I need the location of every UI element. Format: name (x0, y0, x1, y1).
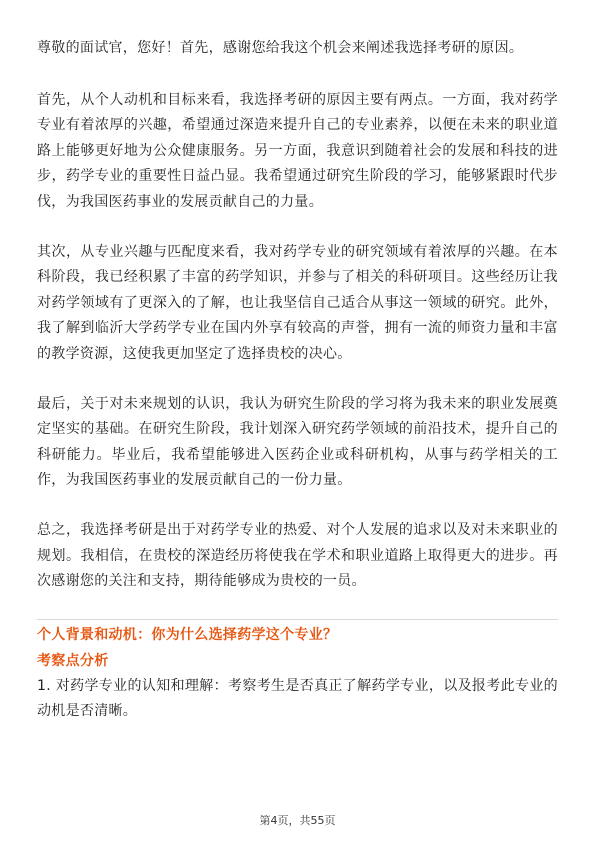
document-body (37, 36, 558, 725)
analysis-point: 1. 对药学专业的认知和理解：考察考生是否真正了解药学专业，以及报考此专业的动机是否清晰。 (37, 677, 558, 720)
section-divider (37, 619, 558, 620)
conclusion-paragraph: 总之，我选择考研是出于对药学专业的热爱、对个人发展的追求以及对未来职业的规划。我相信，在贵校的深造经历将使我在学术和职业道路上取得更大的进步。再次感谢您的关注和支持，期待能够成为贵校的一员。 (37, 521, 558, 590)
greeting-paragraph: 尊敬的面试官，您好！首先，感谢您给我这个机会来阐述我选择考研的原因。 (37, 40, 524, 56)
motivation-paragraph: 首先，从个人动机和目标来看，我选择考研的原因主要有两点。一方面，我对药学专业有着浓厚的兴趣，希望通过深造来提升自己的专业素养，以便在未来的职业道路上能够更好地为公众健康服务。另一方面，我意识到随着社会的发展和科技的进步，药学专业的重要性日益凸显。我希望通过研究生阶段的学习，能够紧跟时代步伐，为我国医药事业的发展贡献自己的力量。 (37, 91, 558, 210)
future-plan-paragraph: 最后，关于对未来规划的认识，我认为研究生阶段的学习将为我未来的职业发展奠定坚实的基础。在研究生阶段，我计划深入研究药学领域的前沿技术，提升自己的科研能力。毕业后，我希望能够进入医药企业或科研机构，从事与药学相关的工作，为我国医药事业的发展贡献自己的一份力量。 (37, 395, 558, 489)
section-title: 个人背景和动机：你为什么选择药学这个专业？ (37, 626, 338, 643)
analysis-subtitle: 考察点分析 (37, 652, 109, 669)
page-number: 第4页，共55页 (259, 814, 336, 827)
interest-paragraph: 其次，从专业兴趣与匹配度来看，我对药学专业的研究领域有着浓厚的兴趣。在本科阶段，我已经积累了丰富的药学知识，并参与了相关的科研项目。这些经历让我对药学领域有了更深入的了解，也让我坚信自己适合从事这一领域的研究。此外，我了解到临沂大学药学专业在国内外享有较高的声誉，拥有一流的师资力量和丰富的教学资源，这使我更加坚定了选择贵校的决心。 (37, 243, 558, 362)
